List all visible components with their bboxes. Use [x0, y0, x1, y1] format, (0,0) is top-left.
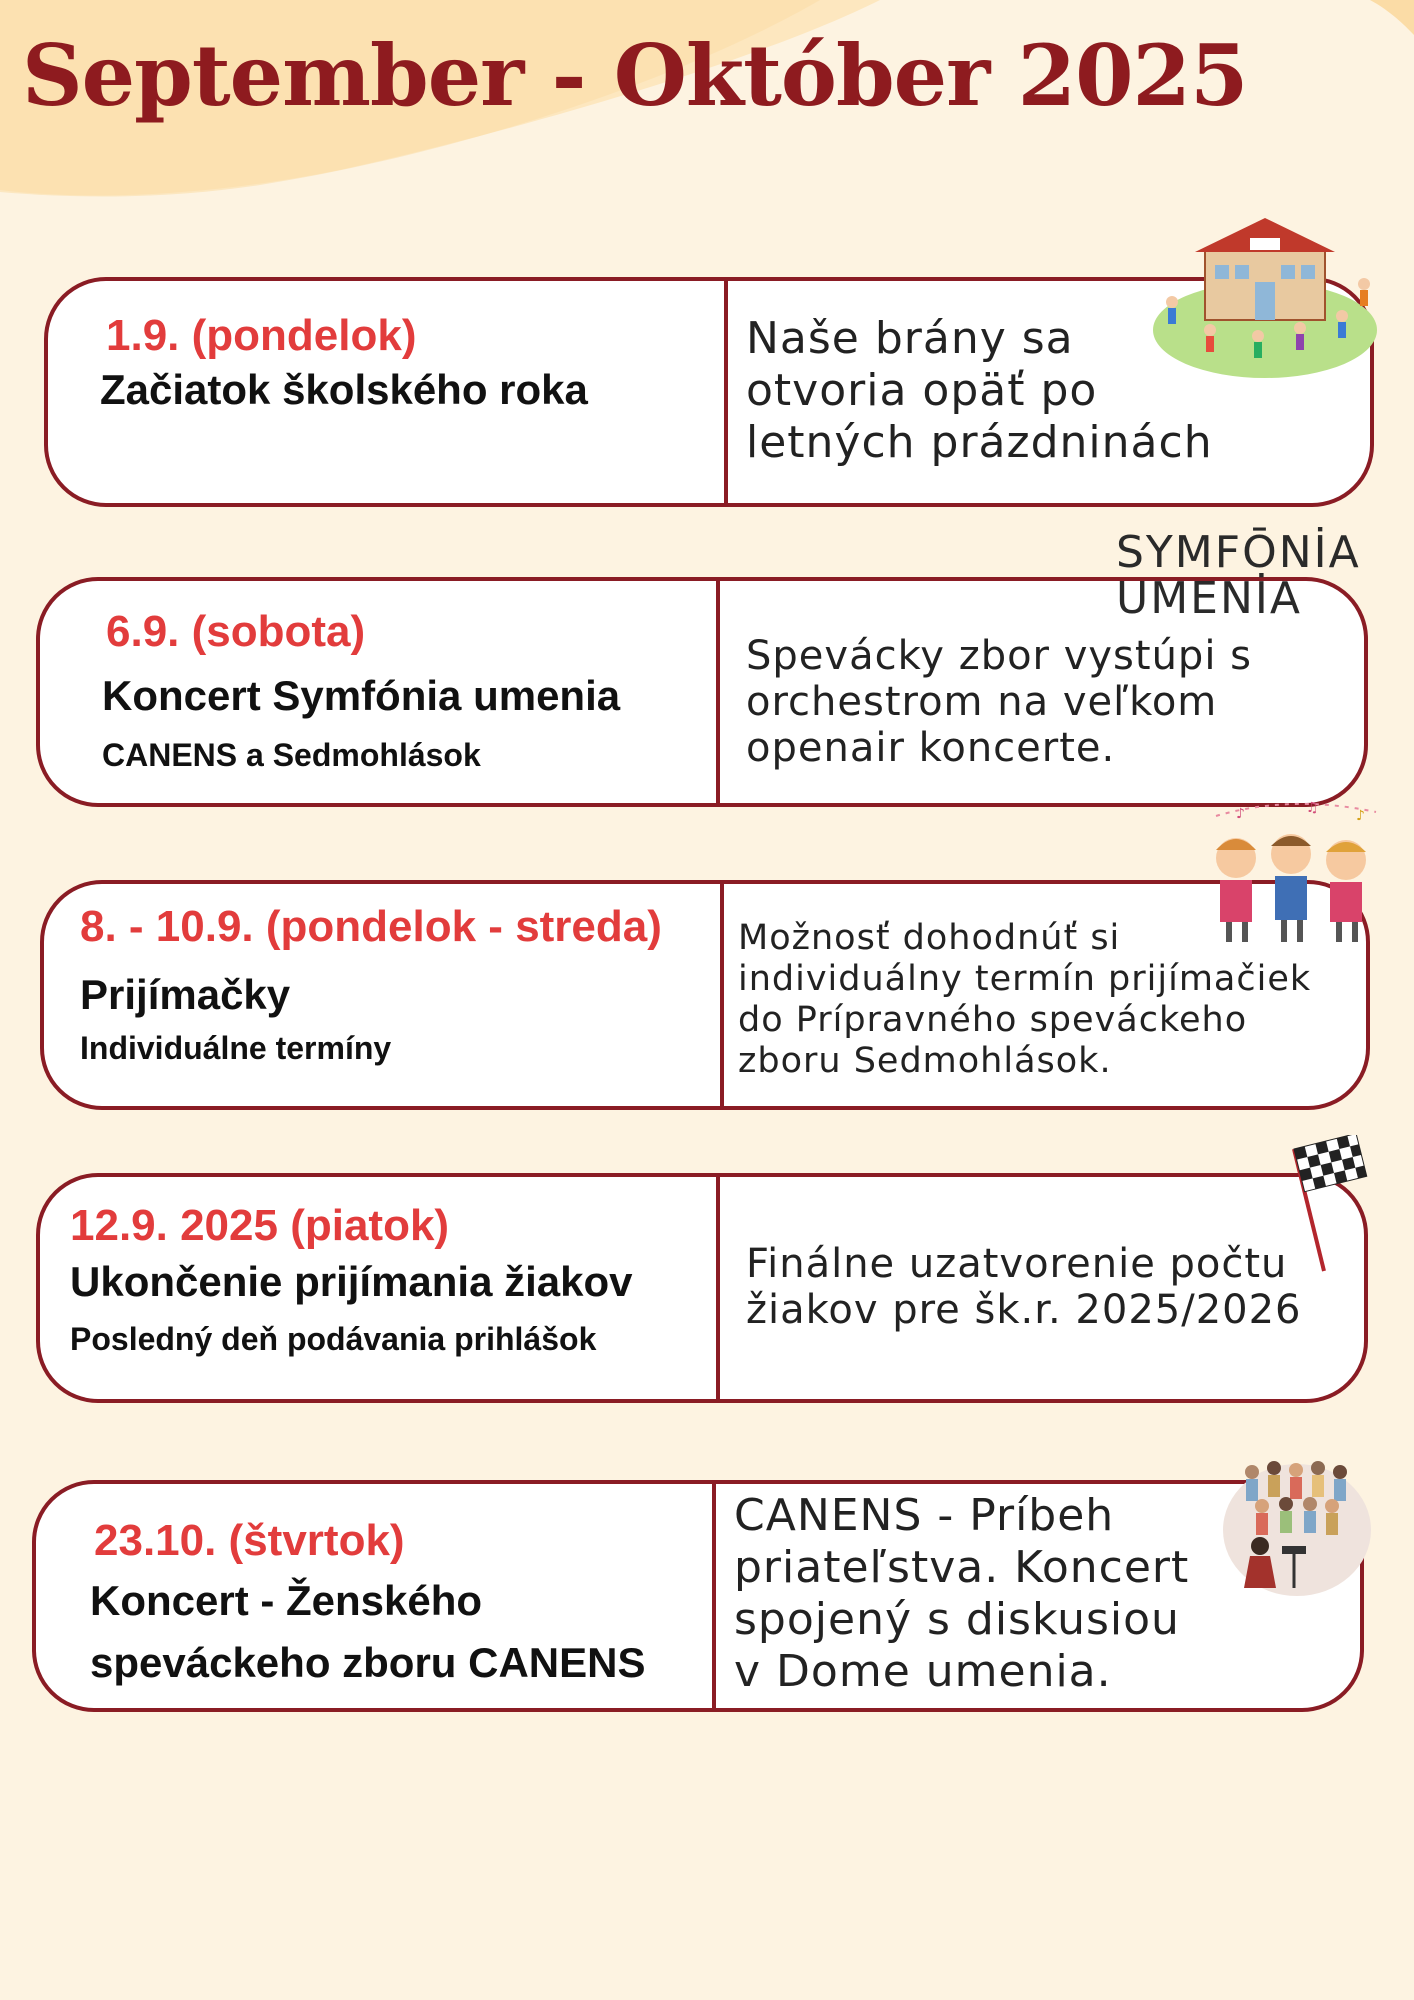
svg-text:♪: ♪: [1356, 808, 1365, 824]
checkered-flag-icon: [1280, 1135, 1370, 1275]
event-title: Začiatok školského roka: [100, 366, 588, 413]
card-divider: [720, 884, 724, 1106]
singing-children-illustration: [1196, 798, 1386, 950]
event-card-5: [32, 1480, 1364, 1712]
event-subtitle: Individuálne termíny: [80, 1030, 392, 1066]
event-subtitle: Posledný deň podávania prihlášok: [70, 1321, 597, 1357]
school-building-children-illustration: [1150, 210, 1380, 380]
event-description: Naše brány sa otvoria opäť po letných prázdninách: [746, 313, 1213, 468]
event-date: 12.9. 2025 (piatok): [70, 1201, 450, 1250]
card-divider: [724, 281, 728, 503]
event-description: Finálne uzatvorenie počtu žiakov pre šk.r. 2025/2026: [746, 1241, 1302, 1333]
event-title: Ukončenie prijímania žiakov: [70, 1258, 633, 1305]
symfonia-umenia-logo: SYMFŌNİA UMENİA: [1116, 527, 1361, 625]
event-date: 1.9. (pondelok): [106, 311, 417, 360]
choir-conductor-illustration: [1222, 1448, 1372, 1598]
svg-text:♪: ♪: [1236, 806, 1245, 822]
event-card-4: [36, 1173, 1368, 1403]
event-date: 8. - 10.9. (pondelok - streda): [80, 902, 662, 951]
svg-text:♫: ♫: [1306, 800, 1319, 816]
event-description: CANENS - Príbeh priateľstva. Koncert spojený s diskusiou v Dome umenia.: [734, 1490, 1190, 1697]
event-description: Spevácky zbor vystúpi s orchestrom na veľkom openair koncerte.: [746, 633, 1252, 771]
event-subtitle: CANENS a Sedmohlások: [102, 737, 481, 773]
event-date: 23.10. (štvrtok): [94, 1516, 405, 1565]
card-divider: [716, 581, 720, 803]
event-description: Možnosť dohodnúť si individuálny termín prijímačiek do Prípravného speváckeho zboru Sedmohlások.: [738, 918, 1312, 1081]
event-card-3: [40, 880, 1370, 1110]
event-date: 6.9. (sobota): [106, 607, 366, 656]
event-title: Prijímačky: [80, 971, 291, 1018]
card-divider: [716, 1177, 720, 1399]
card-divider: [712, 1484, 716, 1708]
event-title: Koncert - Ženského speváckeho zboru CANENS: [90, 1577, 646, 1686]
page-title: September - Október 2025: [22, 26, 1248, 125]
event-title: Koncert Symfónia umenia: [102, 672, 621, 719]
